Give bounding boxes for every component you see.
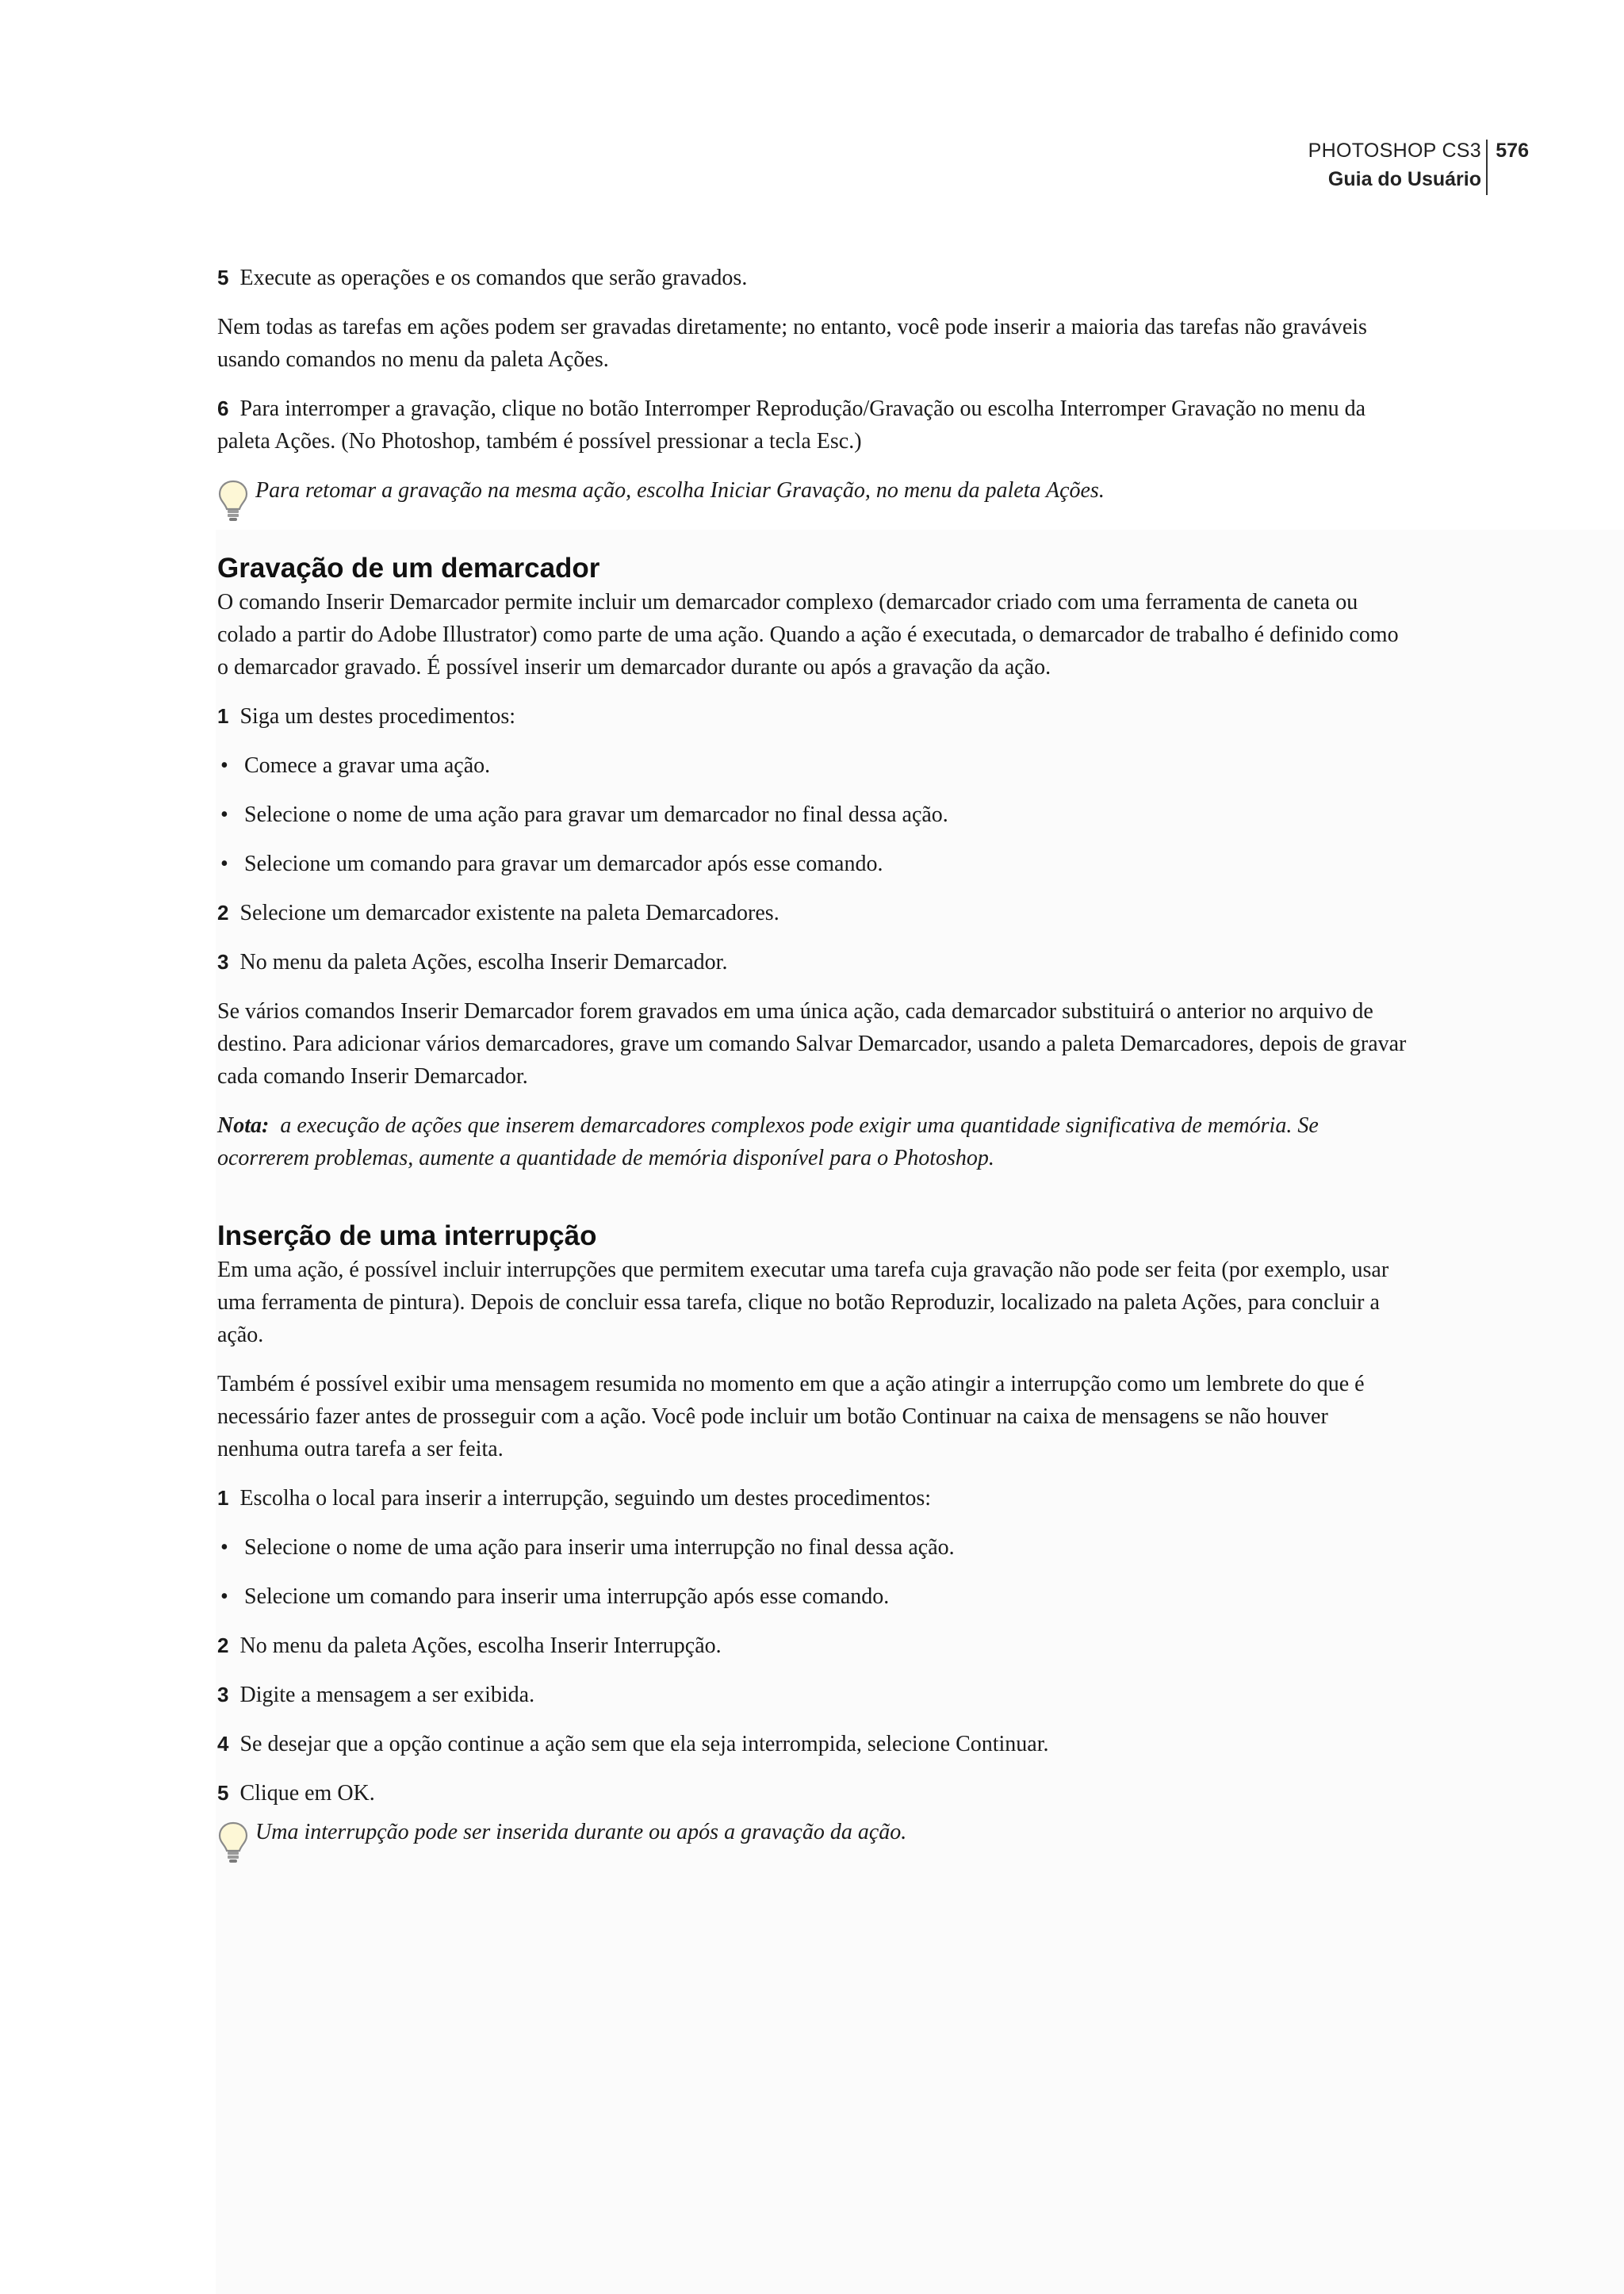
step-number: 3 xyxy=(217,1683,229,1706)
list-item xyxy=(217,848,1407,880)
step-number: 1 xyxy=(217,1486,229,1510)
list-item xyxy=(217,798,1407,831)
step-number: 6 xyxy=(217,396,229,420)
header-divider xyxy=(1486,140,1488,195)
tip-text: Uma interrupção pode ser inserida durante ou após a gravação da ação. xyxy=(255,1820,907,1844)
tip-text: Para retomar a gravação na mesma ação, escolha Iniciar Gravação, no menu da paleta Ações. xyxy=(255,478,1105,503)
bullet-marker: • xyxy=(220,1535,228,1560)
list-item-text: Selecione um comando para inserir uma interrupção após esse comando. xyxy=(244,1584,890,1609)
tip-paragraph xyxy=(217,1816,1407,1848)
body-paragraph: Também é possível exibir uma mensagem resumida no momento em que a ação atingir a interrupção como um lembrete do que é necessário fazer antes de prosseguir com a ação. Você pode incluir um botão Continuar na caixa de mensagens se não houver nenhuma outra tarefa a ser feita. xyxy=(217,1372,1365,1461)
step-number: 5 xyxy=(217,1781,229,1805)
bullet-marker: • xyxy=(220,852,228,876)
step-item xyxy=(217,897,1407,929)
lightbulb-icon xyxy=(217,1821,249,1865)
step-number: 1 xyxy=(217,704,229,728)
step-text: Escolha o local para inserir a interrupção, seguindo um destes procedimentos: xyxy=(239,1486,932,1511)
step-item xyxy=(217,1630,1407,1662)
note-label: Nota: xyxy=(217,1113,270,1138)
step-number: 3 xyxy=(217,950,229,974)
note-paragraph xyxy=(217,1109,1407,1174)
step-text: Execute as operações e os comandos que serão gravados. xyxy=(239,266,748,290)
step-text: No menu da paleta Ações, escolha Inserir Demarcador. xyxy=(239,950,728,975)
step-number: 4 xyxy=(217,1732,229,1756)
lightbulb-icon xyxy=(217,479,249,523)
body-paragraph: Em uma ação, é possível incluir interrupções que permitem executar uma tarefa cuja gravação não pode ser feita (por exemplo, usar uma ferramenta de pintura). Depois de concluir essa tarefa, clique no botão Reproduzir, localizado na paleta Ações, para concluir a ação. xyxy=(217,1258,1389,1347)
step-text: No menu da paleta Ações, escolha Inserir Interrupção. xyxy=(239,1633,722,1658)
page-content xyxy=(217,262,1407,1848)
bullet-marker: • xyxy=(220,753,228,778)
bullet-marker: • xyxy=(220,1584,228,1609)
body-paragraph: O comando Inserir Demarcador permite incluir um demarcador complexo (demarcador criado com uma ferramenta de caneta ou colado a partir do Adobe Illustrator) como parte de uma ação. Quando a ação é executada, o demarcador de trabalho é definido como o demarcador gravado. É possível inserir um demarcador durante ou após a gravação da ação. xyxy=(217,590,1399,680)
step-text: Digite a mensagem a ser exibida. xyxy=(239,1683,535,1707)
note-text: a execução de ações que inserem demarcadores complexos pode exigir uma quantidade significativa de memória. Se ocorrerem problemas, aumente a quantidade de memória disponível para o Photoshop. xyxy=(217,1113,1319,1170)
step-item xyxy=(217,1679,1407,1711)
step-item xyxy=(217,262,1407,294)
page-number: 576 xyxy=(1496,140,1529,162)
step-item xyxy=(217,1482,1407,1515)
bullet-marker: • xyxy=(220,802,228,827)
section-heading: Inserção de uma interrupção xyxy=(217,1220,597,1251)
body-paragraph: Se vários comandos Inserir Demarcador forem gravados em uma única ação, cada demarcador substituirá o anterior no arquivo de destino. Para adicionar vários demarcadores, grave um comando Salvar Demarcador, usando a paleta Demarcadores, depois de gravar cada comando Inserir Demarcador. xyxy=(217,999,1407,1089)
step-text: Para interromper a gravação, clique no botão Interromper Reprodução/Gravação ou escolha Interromper Gravação no menu da paleta Ações. (No Photoshop, também é possível pressionar a tecla Esc.) xyxy=(217,396,1366,454)
header-title: PHOTOSHOP CS3 xyxy=(1308,140,1481,162)
step-item xyxy=(217,1777,1407,1810)
running-head xyxy=(1308,136,1481,193)
step-text: Siga um destes procedimentos: xyxy=(239,704,516,729)
list-item xyxy=(217,1580,1407,1613)
list-item-text: Selecione o nome de uma ação para inserir uma interrupção no final dessa ação. xyxy=(244,1535,955,1560)
step-text: Selecione um demarcador existente na paleta Demarcadores. xyxy=(239,901,779,925)
section-heading: Gravação de um demarcador xyxy=(217,553,600,584)
step-number: 5 xyxy=(217,266,229,289)
list-item-text: Selecione um comando para gravar um demarcador após esse comando. xyxy=(244,852,883,876)
step-item xyxy=(217,1728,1407,1760)
list-item xyxy=(217,1531,1407,1564)
header-subtitle: Guia do Usuário xyxy=(1327,168,1481,190)
list-item-text: Selecione o nome de uma ação para gravar um demarcador no final dessa ação. xyxy=(244,802,948,827)
step-text: Clique em OK. xyxy=(239,1781,375,1806)
body-paragraph: Nem todas as tarefas em ações podem ser gravadas diretamente; no entanto, você pode inserir a maioria das tarefas não graváveis usando comandos no menu da paleta Ações. xyxy=(217,315,1367,372)
list-item xyxy=(217,749,1407,782)
step-item xyxy=(217,393,1407,458)
step-number: 2 xyxy=(217,1633,229,1657)
step-text: Se desejar que a opção continue a ação sem que ela seja interrompida, selecione Continuar. xyxy=(239,1732,1049,1756)
tip-paragraph xyxy=(217,474,1407,507)
step-item xyxy=(217,700,1407,733)
step-item xyxy=(217,946,1407,978)
step-number: 2 xyxy=(217,901,229,925)
list-item-text: Comece a gravar uma ação. xyxy=(244,753,491,778)
